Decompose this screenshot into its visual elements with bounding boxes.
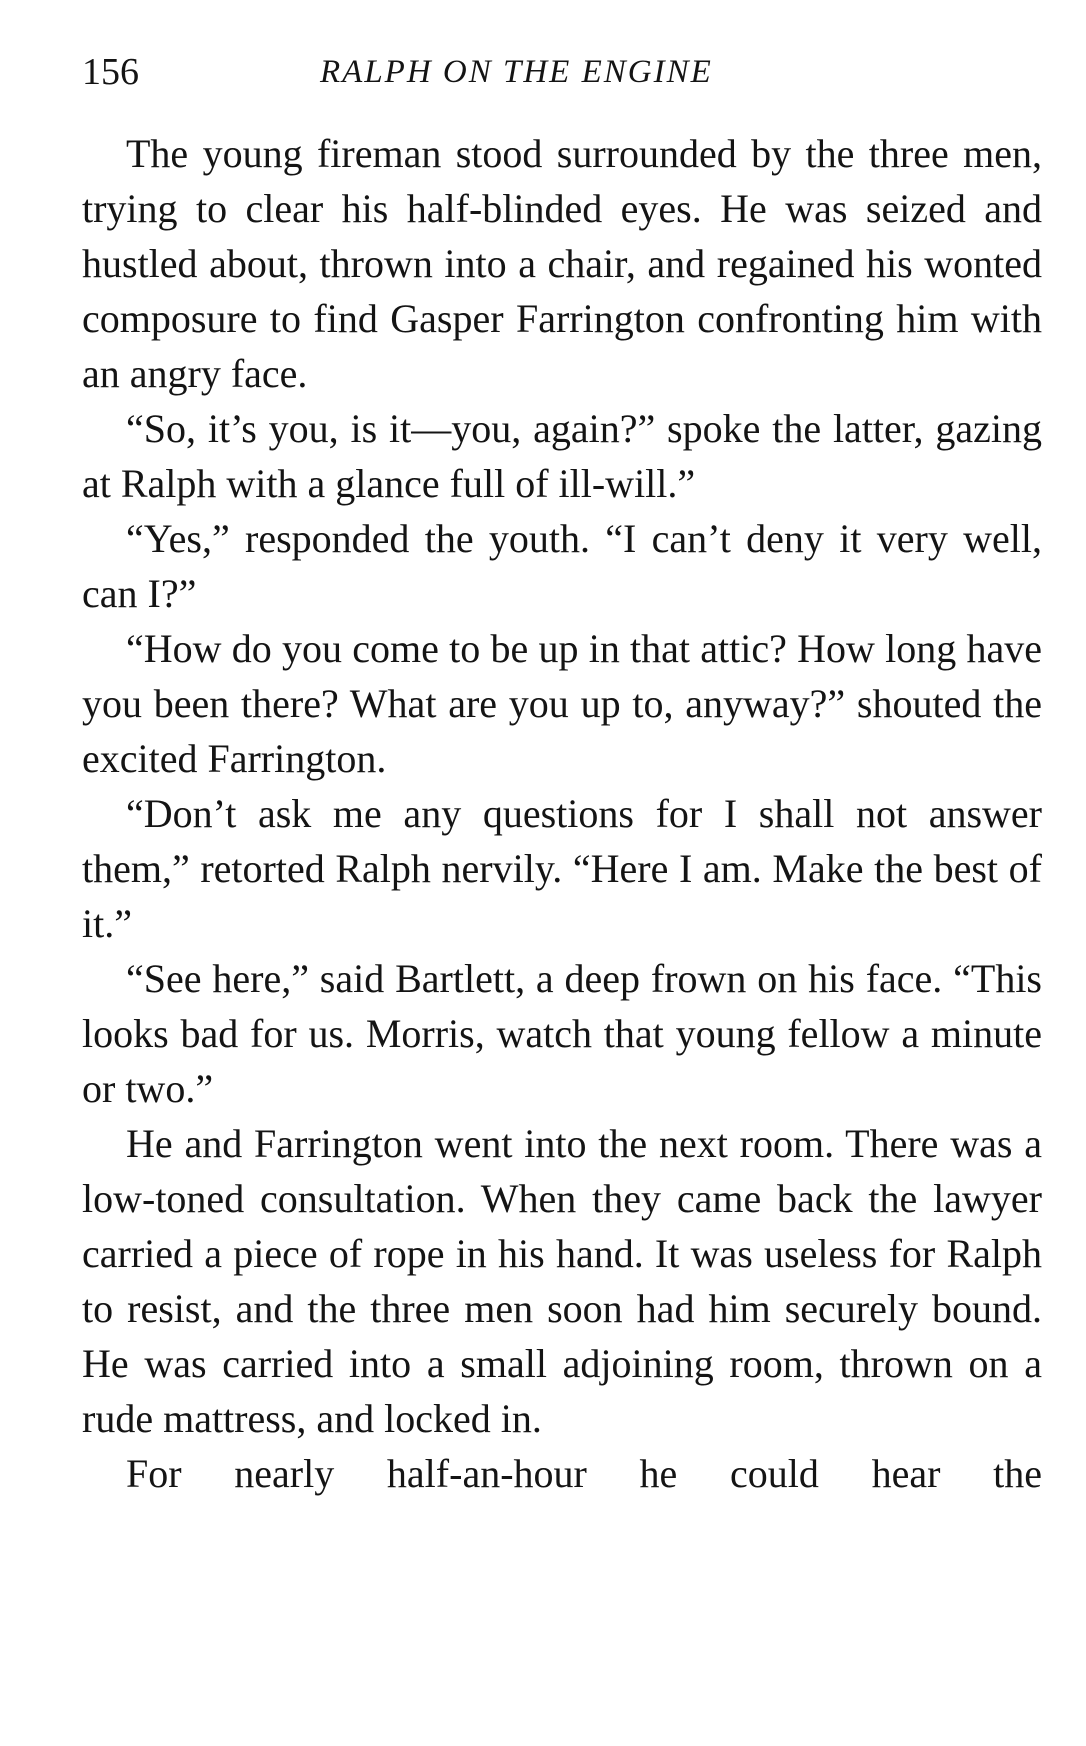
- paragraph: “See here,” said Bartlett, a deep frown on his face. “This looks bad for us. Morris, watch that young fellow a minute or two.”: [82, 956, 1042, 1111]
- paragraph: “Yes,” responded the youth. “I can’t deny it very well, can I?”: [82, 516, 1042, 616]
- page-header: [82, 42, 1042, 102]
- paragraph: “How do you come to be up in that attic? How long have you been there? What are you up to, anyway?” shouted the excited Farrington.: [82, 626, 1042, 781]
- paragraph: For nearly half-an-hour he could hear the: [126, 1451, 1042, 1496]
- body-text: [82, 126, 1042, 1501]
- running-title: RALPH ON THE ENGINE: [320, 54, 713, 90]
- paragraph: The young fireman stood surrounded by the three men, trying to clear his half-blinded eyes. He was seized and hustled about, thrown into a chair, and regained his wonted composure to find Gasper Farrington confronting him with an angry face.: [82, 131, 1042, 396]
- page-number: 156: [82, 51, 139, 93]
- paragraph: “So, it’s you, is it—you, again?” spoke the latter, gazing at Ralph with a glance full of ill-will.”: [82, 406, 1042, 506]
- paragraph: “Don’t ask me any questions for I shall not answer them,” retorted Ralph nervily. “Here I am. Make the best of it.”: [82, 791, 1042, 946]
- paragraph: He and Farrington went into the next room. There was a low-toned consultation. When they came back the lawyer carried a piece of rope in his hand. It was useless for Ralph to resist, and the three men soon had him securely bound. He was carried into a small adjoining room, thrown on a rude mattress, and locked in.: [82, 1121, 1042, 1441]
